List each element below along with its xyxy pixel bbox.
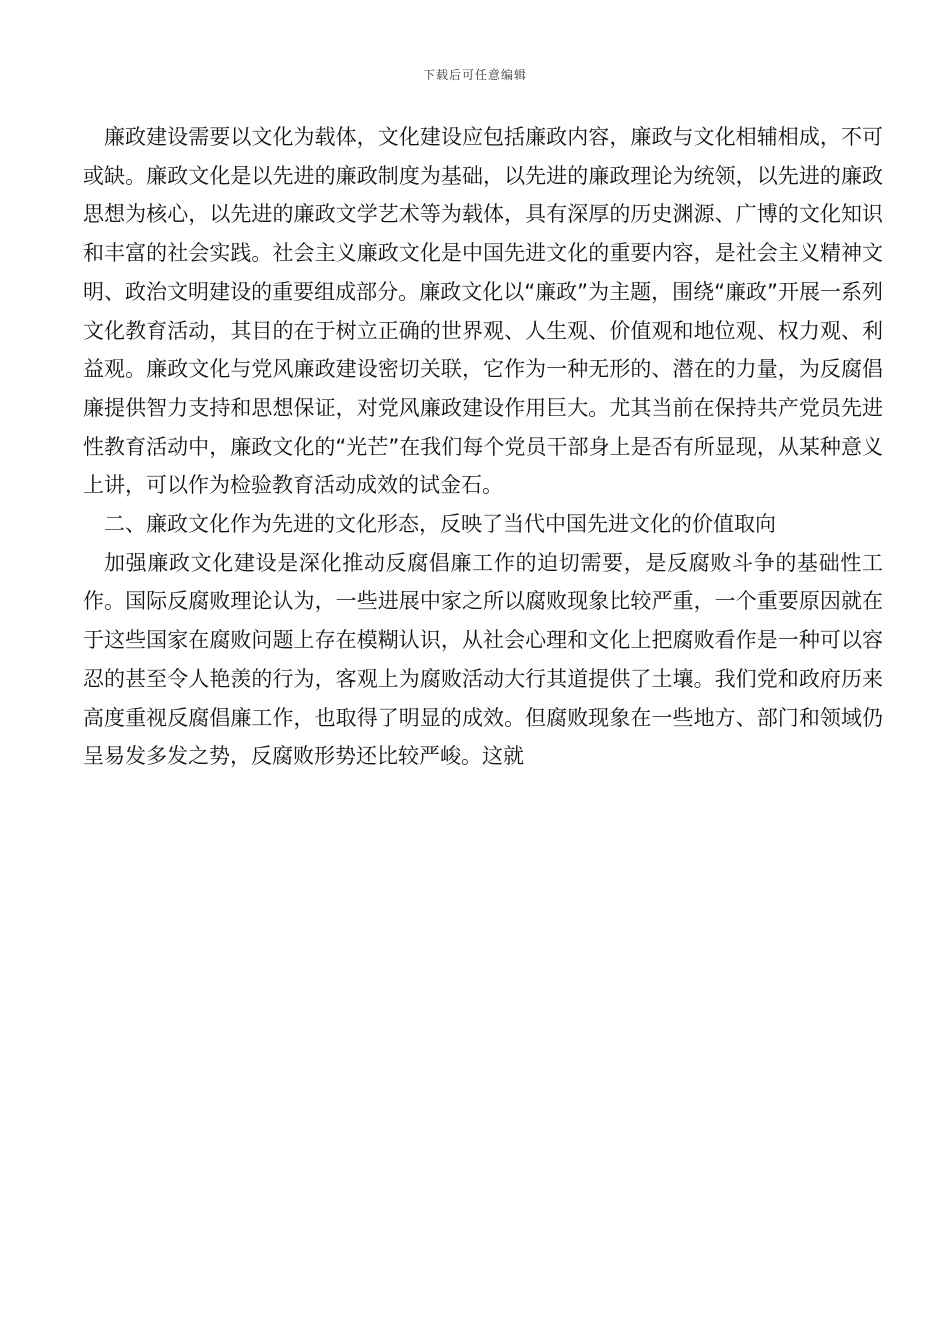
- document-body: [83, 118, 883, 776]
- paragraph-section-2: 加强廉政文化建设是深化推动反腐倡廉工作的迫切需要，是反腐败斗争的基础性工作。国际反腐败理论认为，一些进展中家之所以腐败现象比较严重，一个重要原因就在于这些国家在腐败问题上存在模糊认识，从社会心理和文化上把腐败看作是一种可以容忍的甚至令人艳羡的行为，客观上为腐败活动大行其道提供了土壤。我们党和政府历来高度重视反腐倡廉工作，也取得了明显的成效。但腐败现象在一些地方、部门和领域仍呈易发多发之势，反腐败形势还比较严峻。这就: [83, 550, 883, 769]
- paragraph-intro: 廉政建设需要以文化为载体，文化建设应包括廉政内容，廉政与文化相辅相成，不可或缺。廉政文化是以先进的廉政制度为基础，以先进的廉政理论为统领，以先进的廉政思想为核心，以先进的廉政文学艺术等为载体，具有深厚的历史渊源、广博的文化知识和丰富的社会实践。社会主义廉政文化是中国先进文化的重要内容，是社会主义精神文明、政治文明建设的重要组成部分。廉政文化以“廉政”为主题，围绕“廉政”开展一系列文化教育活动，其目的在于树立正确的世界观、人生观、价值观和地位观、权力观、利益观。廉政文化与党风廉政建设密切关联，它作为一种无形的、潜在的力量，为反腐倡廉提供智力支持和思想保证，对党风廉政建设作用巨大。尤其当前在保持共产党员先进性教育活动中，廉政文化的“光芒”在我们每个党员干部身上是否有所显现，从某种意义上讲，可以作为检验教育活动成效的试金石。: [83, 125, 883, 498]
- header-note: 下载后可任意编辑: [422, 68, 527, 82]
- section-heading-2: 二、廉政文化作为先进的文化形态，反映了当代中国先进文化的价值取向: [104, 512, 776, 537]
